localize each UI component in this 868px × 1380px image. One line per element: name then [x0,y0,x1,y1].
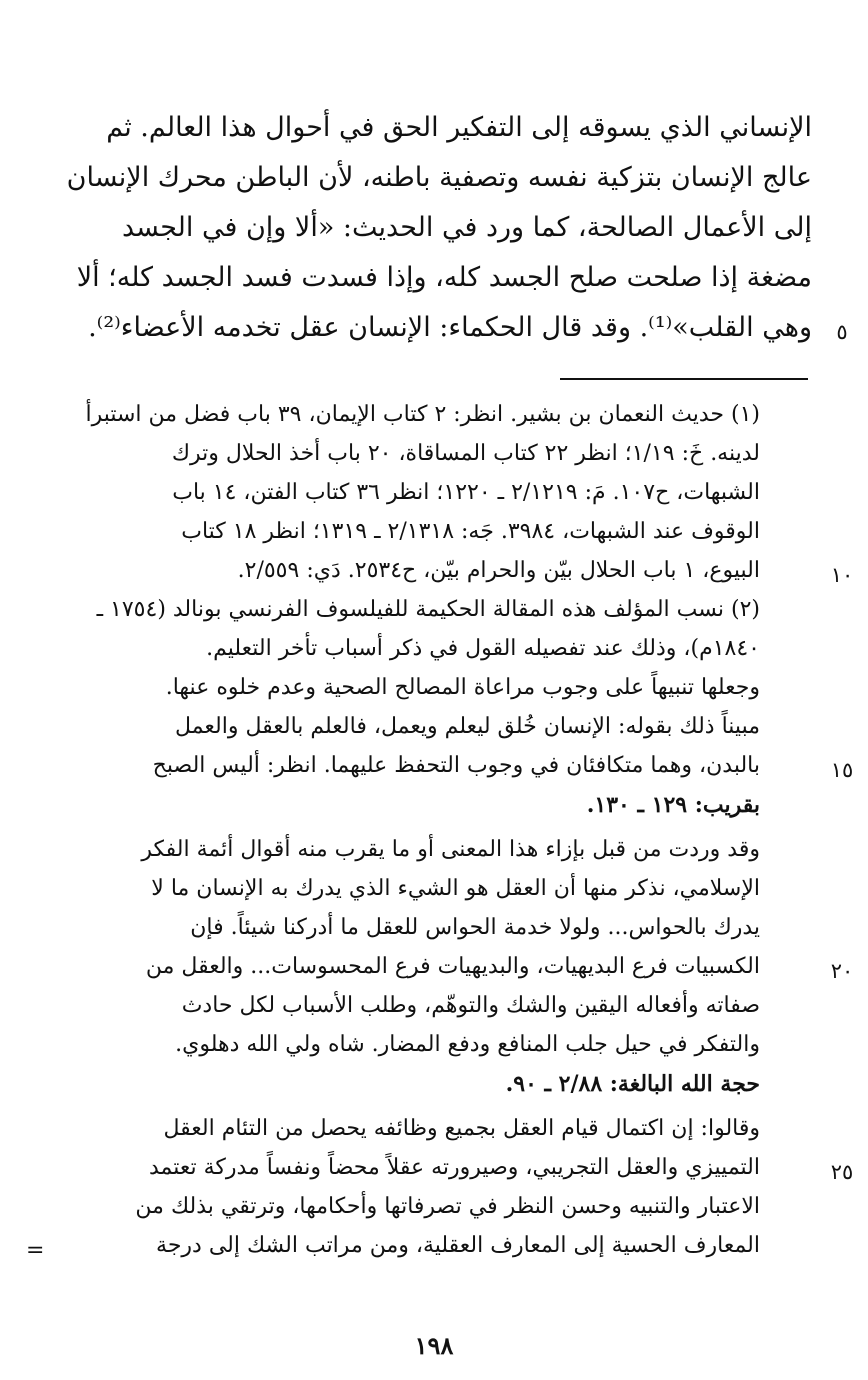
footnote-line: (١) حديث النعمان بن بشير. انظر: ٢ كتاب الإيمان، ٣٩ باب فضل من استبرأ [85,402,760,427]
line-number: ٥ [836,320,848,344]
main-line: إلى الأعمال الصالحة، كما ورد في الحديث: «ألا وإن في الجسد [121,212,812,243]
footnote-line: (٢) نسب المؤلف هذه المقالة الحكيمة للفيلسوف الفرنسي بونالد (١٧٥٤ ـ [96,597,760,622]
footnote-line: والتفكر في حيل جلب المنافع ودفع المضار. شاه ولي الله دهلوي. [175,1032,760,1057]
footnote-line: مبيناً ذلك بقوله: الإنسان خُلق ليعلم ويعمل، فالعلم بالعقل والعمل [175,714,760,739]
footnote-line: التمييزي والعقل التجريبي، وصيرورته عقلاً محضاً ونفساً مدركة تعتمد [148,1155,760,1180]
line-number: ٢٥ [830,1160,854,1184]
main-line: عالج الإنسان بتزكية نفسه وتصفية باطنه، لأن الباطن محرك الإنسان [66,162,812,193]
footnote-line: الإسلامي، نذكر منها أن العقل هو الشيء الذي يدرك به الإنسان ما لا [151,876,760,901]
footnote-line: بالبدن، وهما متكافئان في وجوب التحفظ عليهما. انظر: أليس الصبح [152,753,760,778]
footnote-line: ١٨٤٠م)، وذلك عند تفصيله القول في ذكر أسباب تأخر التعليم. [206,636,760,661]
main-line: وهي القلب»⁽¹⁾. وقد قال الحكماء: الإنسان عقل تخدمه الأعضاء⁽²⁾. [88,312,812,343]
footnote-line: وجعلها تنبيهاً على وجوب مراعاة المصالح الصحية وعدم خلوه عنها. [165,675,760,700]
main-line: مضغة إذا صلحت صلح الجسد كله، وإذا فسدت فسد الجسد كله؛ ألا [76,262,812,293]
footnote-line: يدرك بالحواس... ولولا خدمة الحواس للعقل ما أدركنا شيئاً. فإن [190,915,760,940]
line-number: ٢٠ [830,959,854,983]
footnote-line: حجة الله البالغة: ٢/٨٨ ـ ٩٠. [505,1071,760,1097]
footnote-line: وقالوا: إن اكتمال قيام العقل بجميع وظائفه يحصل من التئام العقل [163,1116,760,1141]
line-number: ١٠ [830,563,854,587]
footnote-separator [560,378,808,380]
footnote-line: وقد وردت من قبل بإزاء هذا المعنى أو ما يقرب منه أقوال أئمة الفكر [141,837,760,862]
footnote-line: بقريب: ١٢٩ ـ ١٣٠. [586,792,760,818]
footnote-line: الشبهات، ح١٠٧. مَ: ٢/١٢١٩ ـ ١٢٢٠؛ انظر ٣٦ كتاب الفتن، ١٤ باب [172,480,760,505]
line-number: ١٥ [830,758,854,782]
footnote-line: الوقوف عند الشبهات، ٣٩٨٤. جَه: ٢/١٣١٨ ـ ١٣١٩؛ انظر ١٨ كتاب [181,519,760,544]
footnote-line: الاعتبار والتنبيه وحسن النظر في تصرفاتها وأحكامها، وترتقي بذلك من [135,1194,760,1219]
page-number: ١٩٨ [414,1331,454,1360]
main-line: الإنساني الذي يسوقه إلى التفكير الحق في أحوال هذا العالم. ثم [106,112,812,143]
footnote-line: الكسبيات فرع البديهيات، والبديهيات فرع المحسوسات... والعقل من [145,954,760,979]
continuation-mark: = [26,1238,45,1263]
footnote-line: المعارف الحسية إلى المعارف العقلية، ومن مراتب الشك إلى درجة [156,1233,760,1258]
footnote-line: البيوع، ١ باب الحلال بيّن والحرام بيّن، ح٢٥٣٤. دَي: ٢/٥٥٩. [237,558,760,583]
footnote-line: لدينه. خَ: ١/١٩؛ انظر ٢٢ كتاب المساقاة، ٢٠ باب أخذ الحلال وترك [171,441,760,466]
footnote-line: صفاته وأفعاله اليقين والشك والتوهّم، وطلب الأسباب لكل حادث [181,993,760,1018]
